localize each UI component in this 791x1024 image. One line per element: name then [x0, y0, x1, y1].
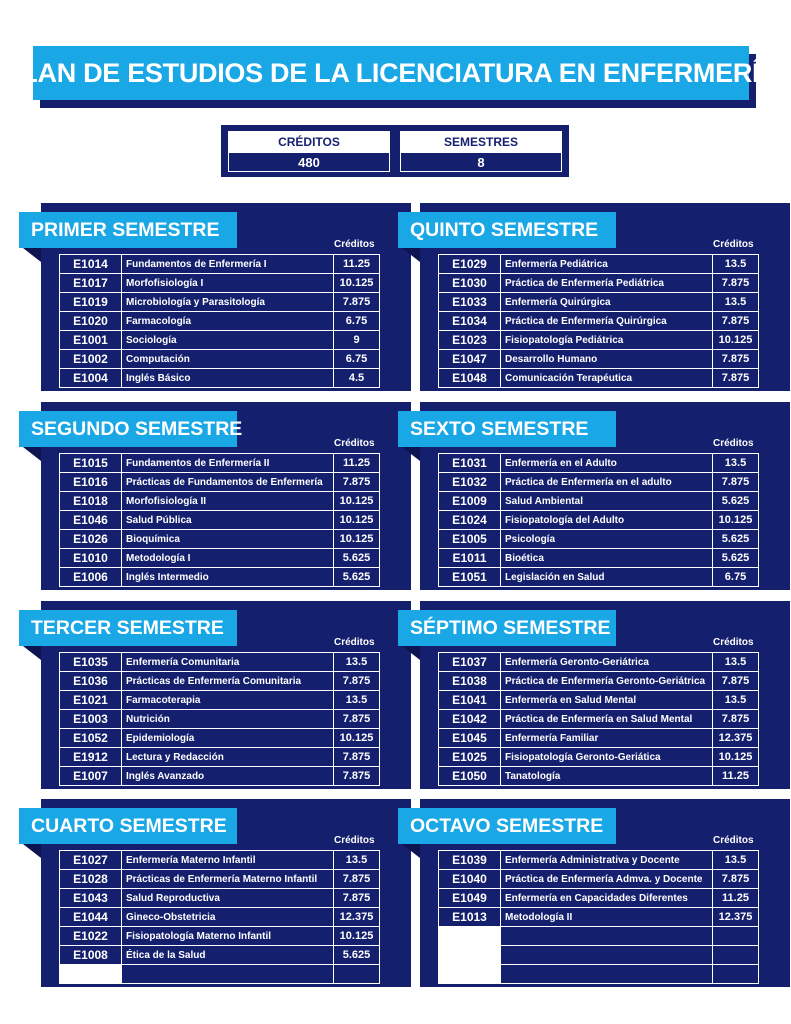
course-name: Prácticas de Enfermería Comunitaria — [122, 672, 334, 691]
course-credits: 13.5 — [334, 653, 380, 672]
course-name: Enfermería Pediátrica — [501, 255, 713, 274]
title-banner — [3, 46, 779, 100]
course-code: E1014 — [60, 255, 122, 274]
table-row — [439, 568, 759, 587]
course-name: Metodología I — [122, 549, 334, 568]
course-code: E1016 — [60, 473, 122, 492]
course-name: Práctica de Enfermería Quirúrgica — [501, 312, 713, 331]
table-row — [60, 908, 380, 927]
table-row — [60, 568, 380, 587]
table-row — [439, 530, 759, 549]
course-code: E1045 — [439, 729, 501, 748]
course-name: Fundamentos de Enfermería II — [122, 454, 334, 473]
course-code: E1040 — [439, 870, 501, 889]
course-code: E1025 — [439, 748, 501, 767]
course-code: E1035 — [60, 653, 122, 672]
course-credits: 5.625 — [334, 549, 380, 568]
course-credits: 7.875 — [334, 748, 380, 767]
course-name: Tanatología — [501, 767, 713, 786]
course-name: Salud Pública — [122, 511, 334, 530]
course-name — [501, 946, 713, 965]
course-name: Enfermería en Salud Mental — [501, 691, 713, 710]
semester-3-credits-header: Créditos — [334, 637, 375, 648]
table-row — [439, 350, 759, 369]
course-credits: 13.5 — [713, 691, 759, 710]
course-credits: 7.875 — [334, 767, 380, 786]
course-name: Bioquímica — [122, 530, 334, 549]
course-credits: 7.875 — [713, 312, 759, 331]
course-credits: 10.125 — [334, 511, 380, 530]
course-credits: 6.75 — [713, 568, 759, 587]
table-row — [60, 946, 380, 965]
table-row — [439, 851, 759, 870]
course-code: E1021 — [60, 691, 122, 710]
course-code: E1008 — [60, 946, 122, 965]
course-credits: 5.625 — [713, 492, 759, 511]
course-code: E1002 — [60, 350, 122, 369]
course-credits: 12.375 — [713, 908, 759, 927]
course-code: E1031 — [439, 454, 501, 473]
course-code: E1047 — [439, 350, 501, 369]
course-code: E1039 — [439, 851, 501, 870]
course-code: E1001 — [60, 331, 122, 350]
course-credits: 7.875 — [713, 350, 759, 369]
course-name: Fisiopatología del Adulto — [501, 511, 713, 530]
course-name: Ética de la Salud — [122, 946, 334, 965]
course-name: Sociología — [122, 331, 334, 350]
course-code: E1019 — [60, 293, 122, 312]
course-credits: 7.875 — [713, 473, 759, 492]
course-name: Bioética — [501, 549, 713, 568]
semesters-summary-label: SEMESTRES — [400, 131, 562, 153]
semester-7-credits-header: Créditos — [713, 637, 754, 648]
course-code: E1009 — [439, 492, 501, 511]
course-credits: 13.5 — [713, 293, 759, 312]
course-credits: 7.875 — [334, 473, 380, 492]
table-row — [439, 767, 759, 786]
table-row — [439, 946, 759, 965]
table-row — [60, 312, 380, 331]
course-code: E1046 — [60, 511, 122, 530]
semester-3-title-fold — [23, 646, 41, 660]
table-row — [439, 473, 759, 492]
course-credits: 10.125 — [713, 511, 759, 530]
course-credits: 10.125 — [334, 729, 380, 748]
table-row — [60, 511, 380, 530]
course-name: Epidemiología — [122, 729, 334, 748]
table-row — [439, 965, 759, 984]
course-code: E1041 — [439, 691, 501, 710]
course-credits: 12.375 — [713, 729, 759, 748]
course-code: E1032 — [439, 473, 501, 492]
course-credits: 7.875 — [713, 274, 759, 293]
course-name: Prácticas de Enfermería Materno Infantil — [122, 870, 334, 889]
table-row — [60, 331, 380, 350]
table-row — [439, 369, 759, 388]
course-credits: 7.875 — [713, 672, 759, 691]
course-name: Enfermería Materno Infantil — [122, 851, 334, 870]
semester-5-title-fold — [402, 248, 420, 262]
course-code: E1003 — [60, 710, 122, 729]
credits-summary-label: CRÉDITOS — [228, 131, 390, 153]
table-row — [60, 729, 380, 748]
table-row — [60, 889, 380, 908]
semester-2-course-table — [59, 453, 380, 587]
course-code: E1011 — [439, 549, 501, 568]
course-code: E1026 — [60, 530, 122, 549]
course-credits: 13.5 — [713, 454, 759, 473]
course-credits: 5.625 — [713, 530, 759, 549]
course-code: E1020 — [60, 312, 122, 331]
course-credits: 10.125 — [334, 274, 380, 293]
course-code: E1013 — [439, 908, 501, 927]
semester-8-credits-header: Créditos — [713, 835, 754, 846]
semester-1-course-table — [59, 254, 380, 388]
table-row — [60, 653, 380, 672]
course-credits: 7.875 — [334, 870, 380, 889]
course-name: Fisiopatología Geronto-Geriática — [501, 748, 713, 767]
semester-7-title-fold — [402, 646, 420, 660]
course-credits — [334, 965, 380, 984]
course-name: Práctica de Enfermería Pediátrica — [501, 274, 713, 293]
course-name: Morfofisiología I — [122, 274, 334, 293]
course-name: Fisiopatología Materno Infantil — [122, 927, 334, 946]
course-code: E1912 — [60, 748, 122, 767]
course-name: Inglés Intermedio — [122, 568, 334, 587]
semester-8-title-fold — [402, 844, 420, 858]
table-row — [439, 729, 759, 748]
course-name — [501, 927, 713, 946]
semester-4-credits-header: Créditos — [334, 835, 375, 846]
course-name: Enfermería Quirúrgica — [501, 293, 713, 312]
course-credits: 4.5 — [334, 369, 380, 388]
table-row — [439, 549, 759, 568]
course-credits: 10.125 — [334, 530, 380, 549]
semester-3-title: TERCER SEMESTRE — [19, 610, 237, 646]
course-name: Metodología II — [501, 908, 713, 927]
semester-5-title: QUINTO SEMESTRE — [398, 212, 616, 248]
table-row — [439, 255, 759, 274]
course-credits: 7.875 — [713, 369, 759, 388]
course-credits: 7.875 — [713, 710, 759, 729]
course-name: Farmacología — [122, 312, 334, 331]
course-name: Lectura y Redacción — [122, 748, 334, 767]
course-name — [501, 965, 713, 984]
course-code: E1027 — [60, 851, 122, 870]
course-name: Enfermería Familiar — [501, 729, 713, 748]
course-code: E1018 — [60, 492, 122, 511]
course-name: Legislación en Salud — [501, 568, 713, 587]
course-code: E1043 — [60, 889, 122, 908]
semester-4-title-fold — [23, 844, 41, 858]
table-row — [439, 691, 759, 710]
course-code — [439, 927, 501, 946]
course-name: Enfermería en Capacidades Diferentes — [501, 889, 713, 908]
table-row — [439, 454, 759, 473]
course-credits: 10.125 — [334, 927, 380, 946]
course-credits: 6.75 — [334, 312, 380, 331]
semester-2-credits-header: Créditos — [334, 438, 375, 449]
course-code: E1007 — [60, 767, 122, 786]
course-name: Microbiología y Parasitología — [122, 293, 334, 312]
table-row — [439, 274, 759, 293]
table-row — [439, 653, 759, 672]
course-code: E1049 — [439, 889, 501, 908]
course-credits: 13.5 — [713, 653, 759, 672]
table-row — [60, 710, 380, 729]
table-row — [60, 691, 380, 710]
course-code: E1037 — [439, 653, 501, 672]
course-code: E1052 — [60, 729, 122, 748]
course-code: E1050 — [439, 767, 501, 786]
table-row — [439, 927, 759, 946]
course-credits — [713, 946, 759, 965]
course-credits: 5.625 — [334, 568, 380, 587]
semester-6-credits-header: Créditos — [713, 438, 754, 449]
semester-8-title: OCTAVO SEMESTRE — [398, 808, 616, 844]
course-credits: 13.5 — [334, 851, 380, 870]
course-code: E1038 — [439, 672, 501, 691]
course-credits: 10.125 — [713, 748, 759, 767]
course-credits: 10.125 — [713, 331, 759, 350]
table-row — [60, 530, 380, 549]
course-code: E1010 — [60, 549, 122, 568]
semester-8-course-table — [438, 850, 759, 984]
table-row — [60, 927, 380, 946]
course-code: E1034 — [439, 312, 501, 331]
course-credits: 11.25 — [334, 454, 380, 473]
semesters-summary-value: 8 — [400, 153, 562, 172]
semester-1-title: PRIMER SEMESTRE — [19, 212, 237, 248]
course-code: E1051 — [439, 568, 501, 587]
course-name: Práctica de Enfermería Geronto-Geriátrica — [501, 672, 713, 691]
course-code: E1029 — [439, 255, 501, 274]
course-name: Enfermería Comunitaria — [122, 653, 334, 672]
course-name: Comunicación Terapéutica — [501, 369, 713, 388]
course-name: Inglés Básico — [122, 369, 334, 388]
course-name: Enfermería Administrativa y Docente — [501, 851, 713, 870]
course-credits — [713, 965, 759, 984]
course-credits: 11.25 — [713, 767, 759, 786]
table-row — [60, 748, 380, 767]
course-credits: 6.75 — [334, 350, 380, 369]
course-name: Farmacoterapia — [122, 691, 334, 710]
course-code: E1048 — [439, 369, 501, 388]
course-credits: 10.125 — [334, 492, 380, 511]
course-name: Gineco-Obstetricia — [122, 908, 334, 927]
table-row — [60, 350, 380, 369]
course-name: Fundamentos de Enfermería I — [122, 255, 334, 274]
summary-box — [221, 125, 569, 177]
course-name: Enfermería Geronto-Geriátrica — [501, 653, 713, 672]
table-row — [439, 889, 759, 908]
table-row — [60, 369, 380, 388]
course-name: Práctica de Enfermería en Salud Mental — [501, 710, 713, 729]
credits-summary — [228, 131, 390, 172]
course-name — [122, 965, 334, 984]
table-row — [439, 312, 759, 331]
semester-1-title-fold — [23, 248, 41, 262]
table-row — [439, 870, 759, 889]
course-code: E1024 — [439, 511, 501, 530]
course-code: E1030 — [439, 274, 501, 293]
course-credits: 11.25 — [713, 889, 759, 908]
table-row — [439, 710, 759, 729]
course-code: E1023 — [439, 331, 501, 350]
course-name: Morfofisiología II — [122, 492, 334, 511]
table-row — [60, 454, 380, 473]
course-credits: 9 — [334, 331, 380, 350]
course-code: E1022 — [60, 927, 122, 946]
course-code: E1015 — [60, 454, 122, 473]
table-row — [60, 672, 380, 691]
course-code: E1005 — [439, 530, 501, 549]
table-row — [60, 473, 380, 492]
semester-2-title: SEGUNDO SEMESTRE — [19, 411, 237, 447]
table-row — [60, 851, 380, 870]
course-name: Nutrición — [122, 710, 334, 729]
course-name: Psicología — [501, 530, 713, 549]
course-credits: 7.875 — [334, 889, 380, 908]
course-name: Enfermería en el Adulto — [501, 454, 713, 473]
course-name: Computación — [122, 350, 334, 369]
semester-7-course-table — [438, 652, 759, 786]
table-row — [439, 492, 759, 511]
course-code — [439, 946, 501, 965]
semester-4-title: CUARTO SEMESTRE — [19, 808, 237, 844]
table-row — [60, 965, 380, 984]
course-name: Inglés Avanzado — [122, 767, 334, 786]
course-credits: 11.25 — [334, 255, 380, 274]
table-row — [439, 331, 759, 350]
table-row — [60, 492, 380, 511]
course-name: Salud Ambiental — [501, 492, 713, 511]
course-name: Salud Reproductiva — [122, 889, 334, 908]
course-code: E1033 — [439, 293, 501, 312]
course-credits: 13.5 — [334, 691, 380, 710]
course-name: Prácticas de Fundamentos de Enfermería — [122, 473, 334, 492]
course-code: E1028 — [60, 870, 122, 889]
course-credits: 13.5 — [713, 255, 759, 274]
course-credits: 5.625 — [334, 946, 380, 965]
course-code: E1006 — [60, 568, 122, 587]
course-code: E1042 — [439, 710, 501, 729]
table-row — [60, 870, 380, 889]
course-name: Fisiopatología Pediátrica — [501, 331, 713, 350]
course-credits: 7.875 — [334, 672, 380, 691]
page-title: PLAN DE ESTUDIOS DE LA LICENCIATURA EN ENFERMERÍA — [3, 57, 779, 88]
course-code: E1036 — [60, 672, 122, 691]
course-code — [60, 965, 122, 984]
course-code: E1044 — [60, 908, 122, 927]
semester-2-title-fold — [23, 447, 41, 461]
course-code: E1004 — [60, 369, 122, 388]
semester-6-title-fold — [402, 447, 420, 461]
semester-5-course-table — [438, 254, 759, 388]
course-credits: 7.875 — [334, 710, 380, 729]
course-credits: 7.875 — [334, 293, 380, 312]
semester-6-course-table — [438, 453, 759, 587]
course-code: E1017 — [60, 274, 122, 293]
semester-6-title: SEXTO SEMESTRE — [398, 411, 616, 447]
semesters-summary — [400, 131, 562, 172]
semester-1-credits-header: Créditos — [334, 239, 375, 250]
table-row — [60, 274, 380, 293]
table-row — [60, 767, 380, 786]
table-row — [439, 748, 759, 767]
table-row — [60, 549, 380, 568]
table-row — [60, 293, 380, 312]
semester-7-title: SÉPTIMO SEMESTRE — [398, 610, 616, 646]
course-credits: 5.625 — [713, 549, 759, 568]
table-row — [439, 672, 759, 691]
course-credits: 12.375 — [334, 908, 380, 927]
table-row — [439, 511, 759, 530]
course-name: Práctica de Enfermería en el adulto — [501, 473, 713, 492]
semester-4-course-table — [59, 850, 380, 984]
semester-3-course-table — [59, 652, 380, 786]
credits-summary-value: 480 — [228, 153, 390, 172]
semester-5-credits-header: Créditos — [713, 239, 754, 250]
table-row — [439, 293, 759, 312]
table-row — [60, 255, 380, 274]
course-credits: 7.875 — [713, 870, 759, 889]
course-name: Desarrollo Humano — [501, 350, 713, 369]
course-credits — [713, 927, 759, 946]
course-credits: 13.5 — [713, 851, 759, 870]
course-code — [439, 965, 501, 984]
table-row — [439, 908, 759, 927]
course-name: Práctica de Enfermería Admva. y Docente — [501, 870, 713, 889]
